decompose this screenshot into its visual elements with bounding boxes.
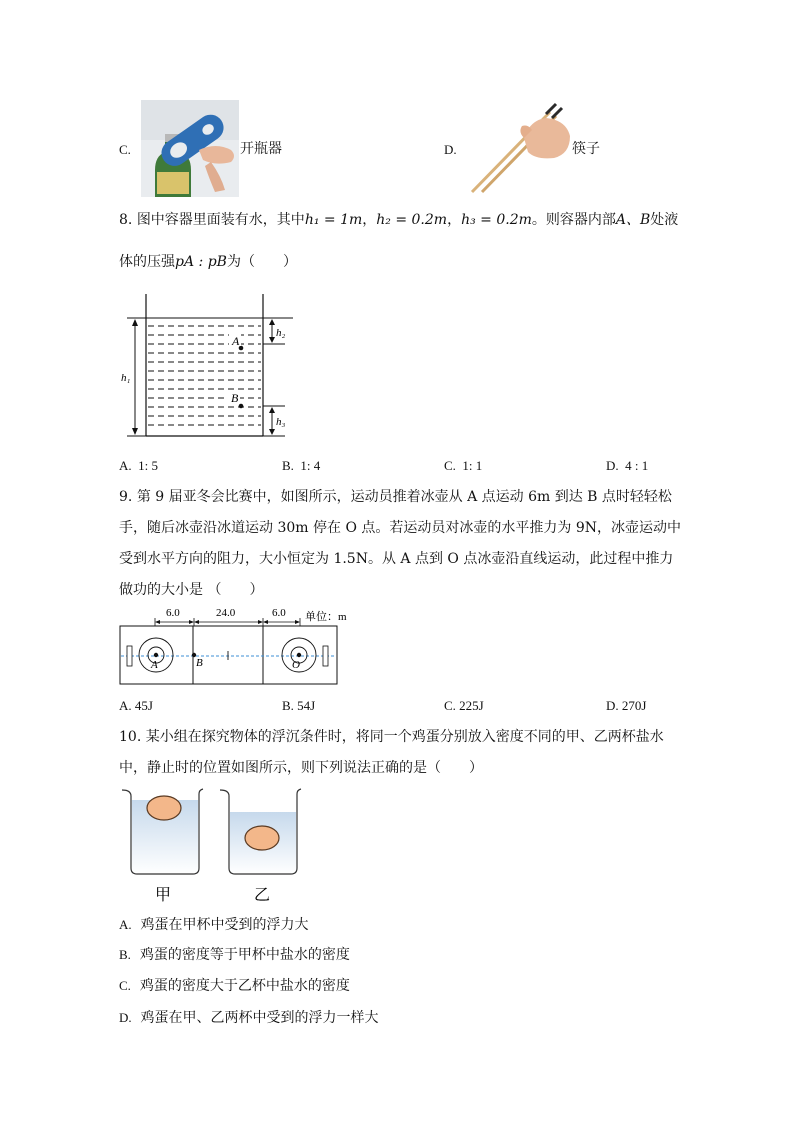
q8-line2-a: 体的压强 [119,254,175,270]
q9-line2: 手，随后冰壶沿冰道运动 30m 停在 O 点。若运动员对冰壶的水平推力为 9N，冰壶运动中 [119,520,681,536]
q9-label-a: A [151,659,158,671]
q10-option-d-letter: D. [119,1010,132,1025]
q8-fig-h1-label: h₁ [121,372,131,384]
option-letter-c: C. [119,142,131,157]
egg-in-beaker-jia [147,796,181,820]
beaker-yi-label: 乙 [254,887,271,904]
q8-fig-h3-label: h₃ [276,416,286,428]
q8-container-figure [115,290,295,442]
q8-option-b-text: 1: 4 [300,458,321,473]
q9-dim-2: 24.0 [216,607,236,619]
option-c-text: 开瓶器 [240,141,282,157]
q10-beakers-figure [117,784,307,906]
q9-option-a-text: 45J [134,698,153,713]
q8-option-a-letter: A. [119,458,132,473]
q10-option-d-text: 鸡蛋在甲、乙两杯中受到的浮力一样大 [140,1010,379,1026]
q9-dim-1: 6.0 [166,607,180,619]
q8-stem-c: A、B [615,212,651,228]
q10-line1: 某小组在探究物体的浮沉条件时，将同一个鸡蛋分别放入密度不同的甲、乙两杯盐水 [145,729,664,745]
q10-option-b [119,945,350,965]
option-letter-d: D. [444,142,457,157]
q9-option-a [119,696,153,716]
q8-stem-d: 处液 [650,212,679,228]
q9-option-b [282,696,315,716]
q8-stem-line1: 8. 图中容器里面装有水，其中h₁ = 1m，h₂ = 0.2m，h₃ = 0.2m。则容器内部A、B处液 [119,212,679,228]
q10-option-a-letter: A. [119,917,132,932]
q9-option-c-text: 225J [459,698,484,713]
q8-option-c [444,456,482,476]
beaker-jia-label: 甲 [155,887,172,904]
egg-in-beaker-yi [245,826,279,850]
q10-option-d [119,1008,379,1028]
q9-curling-figure [117,604,357,688]
q9-line3: 受到水平方向的阻力，大小恒定为 1.5N。从 A 点到 O 点冰壶沿直线运动，此过程中推力 [119,551,674,567]
q9-label-o: O [292,659,300,671]
q9-option-a-letter: A. [119,698,132,713]
option-d-text: 筷子 [572,141,600,157]
q8-option-d-text: 4 : 1 [625,458,649,473]
q8-line2-b: 为（ ） [226,254,297,270]
q8-option-d [606,456,648,476]
q8-point-a [239,346,244,351]
q9-point-o [297,653,301,657]
q9-line4: 做功的大小是 （ ） [119,582,264,598]
q8-point-b [239,404,244,409]
q10-stem-line1 [119,727,664,747]
q9-option-c-letter: C. [444,698,456,713]
q8-option-b [282,456,320,476]
q9-option-c [444,696,484,716]
q8-point-a-label: A [232,334,240,348]
q8-h1-eq: h₁ = 1m [304,212,363,228]
q10-option-c-text: 鸡蛋的密度大于乙杯中盐水的密度 [139,978,350,994]
q9-label-b: B [196,657,203,669]
q8-fig-h2-label: h₂ [276,327,286,339]
q8-option-c-text: 1: 1 [462,458,483,473]
q10-option-b-text: 鸡蛋的密度等于甲杯中盐水的密度 [139,947,350,963]
q9-point-a [154,653,158,657]
q8-option-b-letter: B. [282,458,294,473]
q9-option-d-letter: D. [606,698,619,713]
q10-number: 10. [119,729,142,745]
q9-option-d-text: 270J [621,698,647,713]
q9-option-b-letter: B. [282,698,294,713]
q10-option-b-letter: B. [119,947,131,962]
q8-option-d-letter: D. [606,458,619,473]
q10-line2: 中，静止时的位置如图所示，则下列说法正确的是（ ） [119,760,483,776]
q9-option-b-text: 54J [297,698,316,713]
chopsticks-photo [466,96,576,196]
q10-option-c [119,976,350,996]
q10-option-a [119,915,309,935]
q9-number: 9. [119,489,133,505]
q8-number: 8. [119,212,133,228]
q8-pressure-ratio: pA : pB [175,254,227,270]
q8-h2-eq: h₂ = 0.2m [376,212,448,228]
q8-option-a [119,456,158,476]
q9-stem-line1 [119,487,672,507]
q8-h3-eq: h₃ = 0.2m [461,212,532,228]
q8-stem-b: 。则容器内部 [531,212,616,228]
q9-unit-label: 单位：m [305,611,347,623]
q8-stem-line2 [119,252,297,272]
q8-point-b-label: B [231,391,239,405]
q9-dim-3: 6.0 [272,607,286,619]
q9-option-d [606,696,646,716]
q8-option-a-text: 1: 5 [138,458,159,473]
q10-option-c-letter: C. [119,978,131,993]
q10-option-a-text: 鸡蛋在甲杯中受到的浮力大 [140,917,309,933]
q9-line1: 第 9 届亚冬会比赛中，如图所示，运动员推着冰壶从 A 点运动 6m 到达 B 点时轻轻松 [136,489,672,505]
q8-stem-a: 图中容器里面装有水，其中 [136,212,305,228]
q8-option-c-letter: C. [444,458,456,473]
bottle-opener-photo [141,100,239,197]
